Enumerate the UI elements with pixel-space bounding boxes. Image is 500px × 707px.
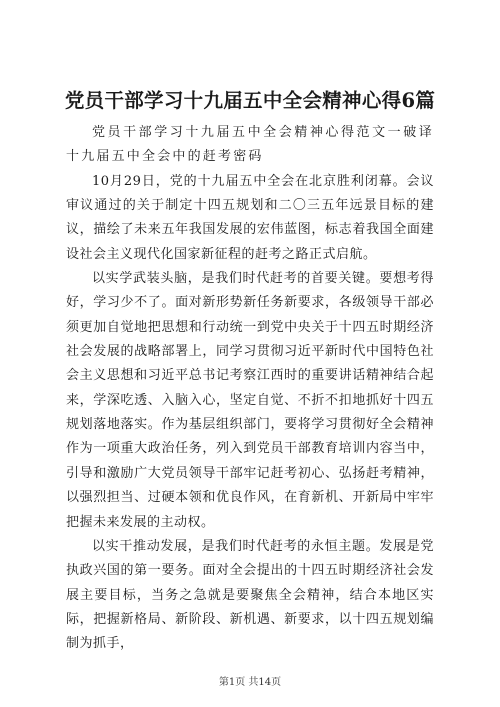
paragraph-subtitle: 党员干部学习十九届五中全会精神心得范文一破译十九届五中全会中的赶考密码: [66, 125, 434, 165]
page-number-footer: 第1页 共14页: [218, 677, 282, 688]
document-body: [66, 121, 434, 657]
paragraph: 10月29日，党的十九届五中全会在北京胜利闭幕。会议审议通过的关于制定十四五规划和二〇三五年远景目标的建议，描绘了未来五年我国发展的宏伟蓝图，标志着我国全面建设社会主义现代化国家新征程的赶考之路正式启航。: [66, 173, 434, 262]
paragraph: 以实干推动发展，是我们时代赶考的永恒主题。发展是党执政兴国的第一要务。面对全会提出的十四五时期经济社会发展主要目标，当务之急就是要聚焦全会精神，结合本地区实际，把握新格局、新阶段、新机遇、新要求，以十四五规划编制为抓手，: [66, 538, 434, 652]
paragraph: 以实学武装头脑，是我们时代赶考的首要关键。要想考得好，学习少不了。面对新形势新任务新要求，各级领导干部必须更加自觉地把思想和行动统一到党中央关于十四五时期经济社会发展的战略部署上，同学习贯彻习近平新时代中国特色社会主义思想和习近平总书记考察江西时的重要讲话精神结合起来，学深吃透、入脑入心，坚定自觉、不折不扣地抓好十四五规划落地落实。作为基层组织部门，要将学习贯彻好全会精神作为一项重大政治任务，列入到党员干部教育培训内容当中，引导和激励广大党员领导干部牢记赶考初心、弘扬赶考精神，以强烈担当、过硬本领和优良作风，在育新机、开新局中牢牢把握未来发展的主动权。: [66, 271, 434, 530]
document-title: 党员干部学习十九届五中全会精神心得6篇: [64, 89, 436, 112]
